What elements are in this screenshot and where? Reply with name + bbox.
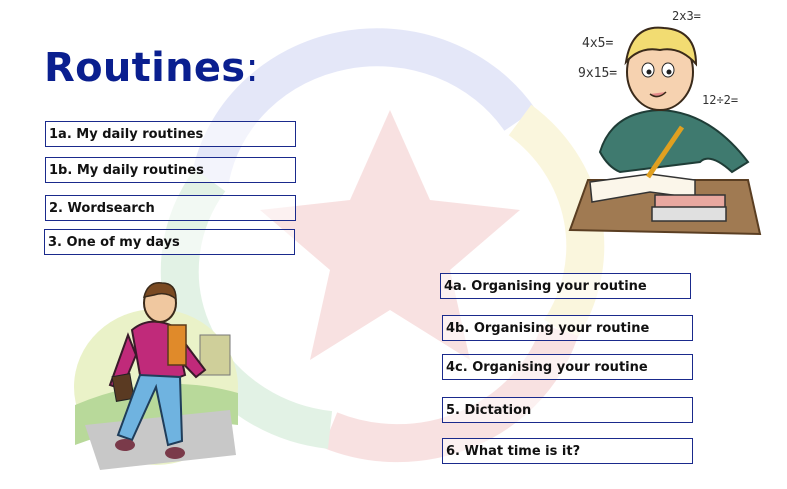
boy-walking-to-school-illustration-icon <box>70 275 245 489</box>
menu-button-label: 3. One of my days <box>48 234 180 250</box>
menu-button-label: 2. Wordsearch <box>49 200 155 216</box>
menu-button-label: 5. Dictation <box>446 402 532 418</box>
menu-button-4a[interactable] <box>440 273 691 299</box>
menu-button-4c[interactable] <box>442 354 693 380</box>
menu-button-2[interactable] <box>45 195 296 221</box>
menu-button-label: 4c. Organising your routine <box>446 359 648 375</box>
menu-button-1b[interactable] <box>45 157 296 183</box>
menu-button-4b[interactable] <box>442 315 693 341</box>
menu-button-label: 1b. My daily routines <box>49 162 204 178</box>
page-title-text: Routines <box>44 45 246 91</box>
menu-button-1a[interactable] <box>45 121 296 147</box>
menu-button-label: 6. What time is it? <box>446 443 581 459</box>
menu-button-5[interactable] <box>442 397 693 423</box>
page-title-colon: : <box>245 45 260 91</box>
menu-button-label: 1a. My daily routines <box>49 126 204 142</box>
math-sum-text: 4x5= <box>582 36 614 51</box>
menu-button-label: 4b. Organising your routine <box>446 320 650 336</box>
math-sum-text: 12÷2= <box>702 93 739 107</box>
page-title <box>44 44 259 92</box>
boy-studying-illustration-icon <box>560 2 770 240</box>
menu-button-label: 4a. Organising your routine <box>444 278 647 294</box>
menu-button-3[interactable] <box>44 229 295 255</box>
math-sum-text: 2x3= <box>672 9 701 23</box>
menu-button-6[interactable] <box>442 438 693 464</box>
math-sum-text: 9x15= <box>578 66 618 81</box>
